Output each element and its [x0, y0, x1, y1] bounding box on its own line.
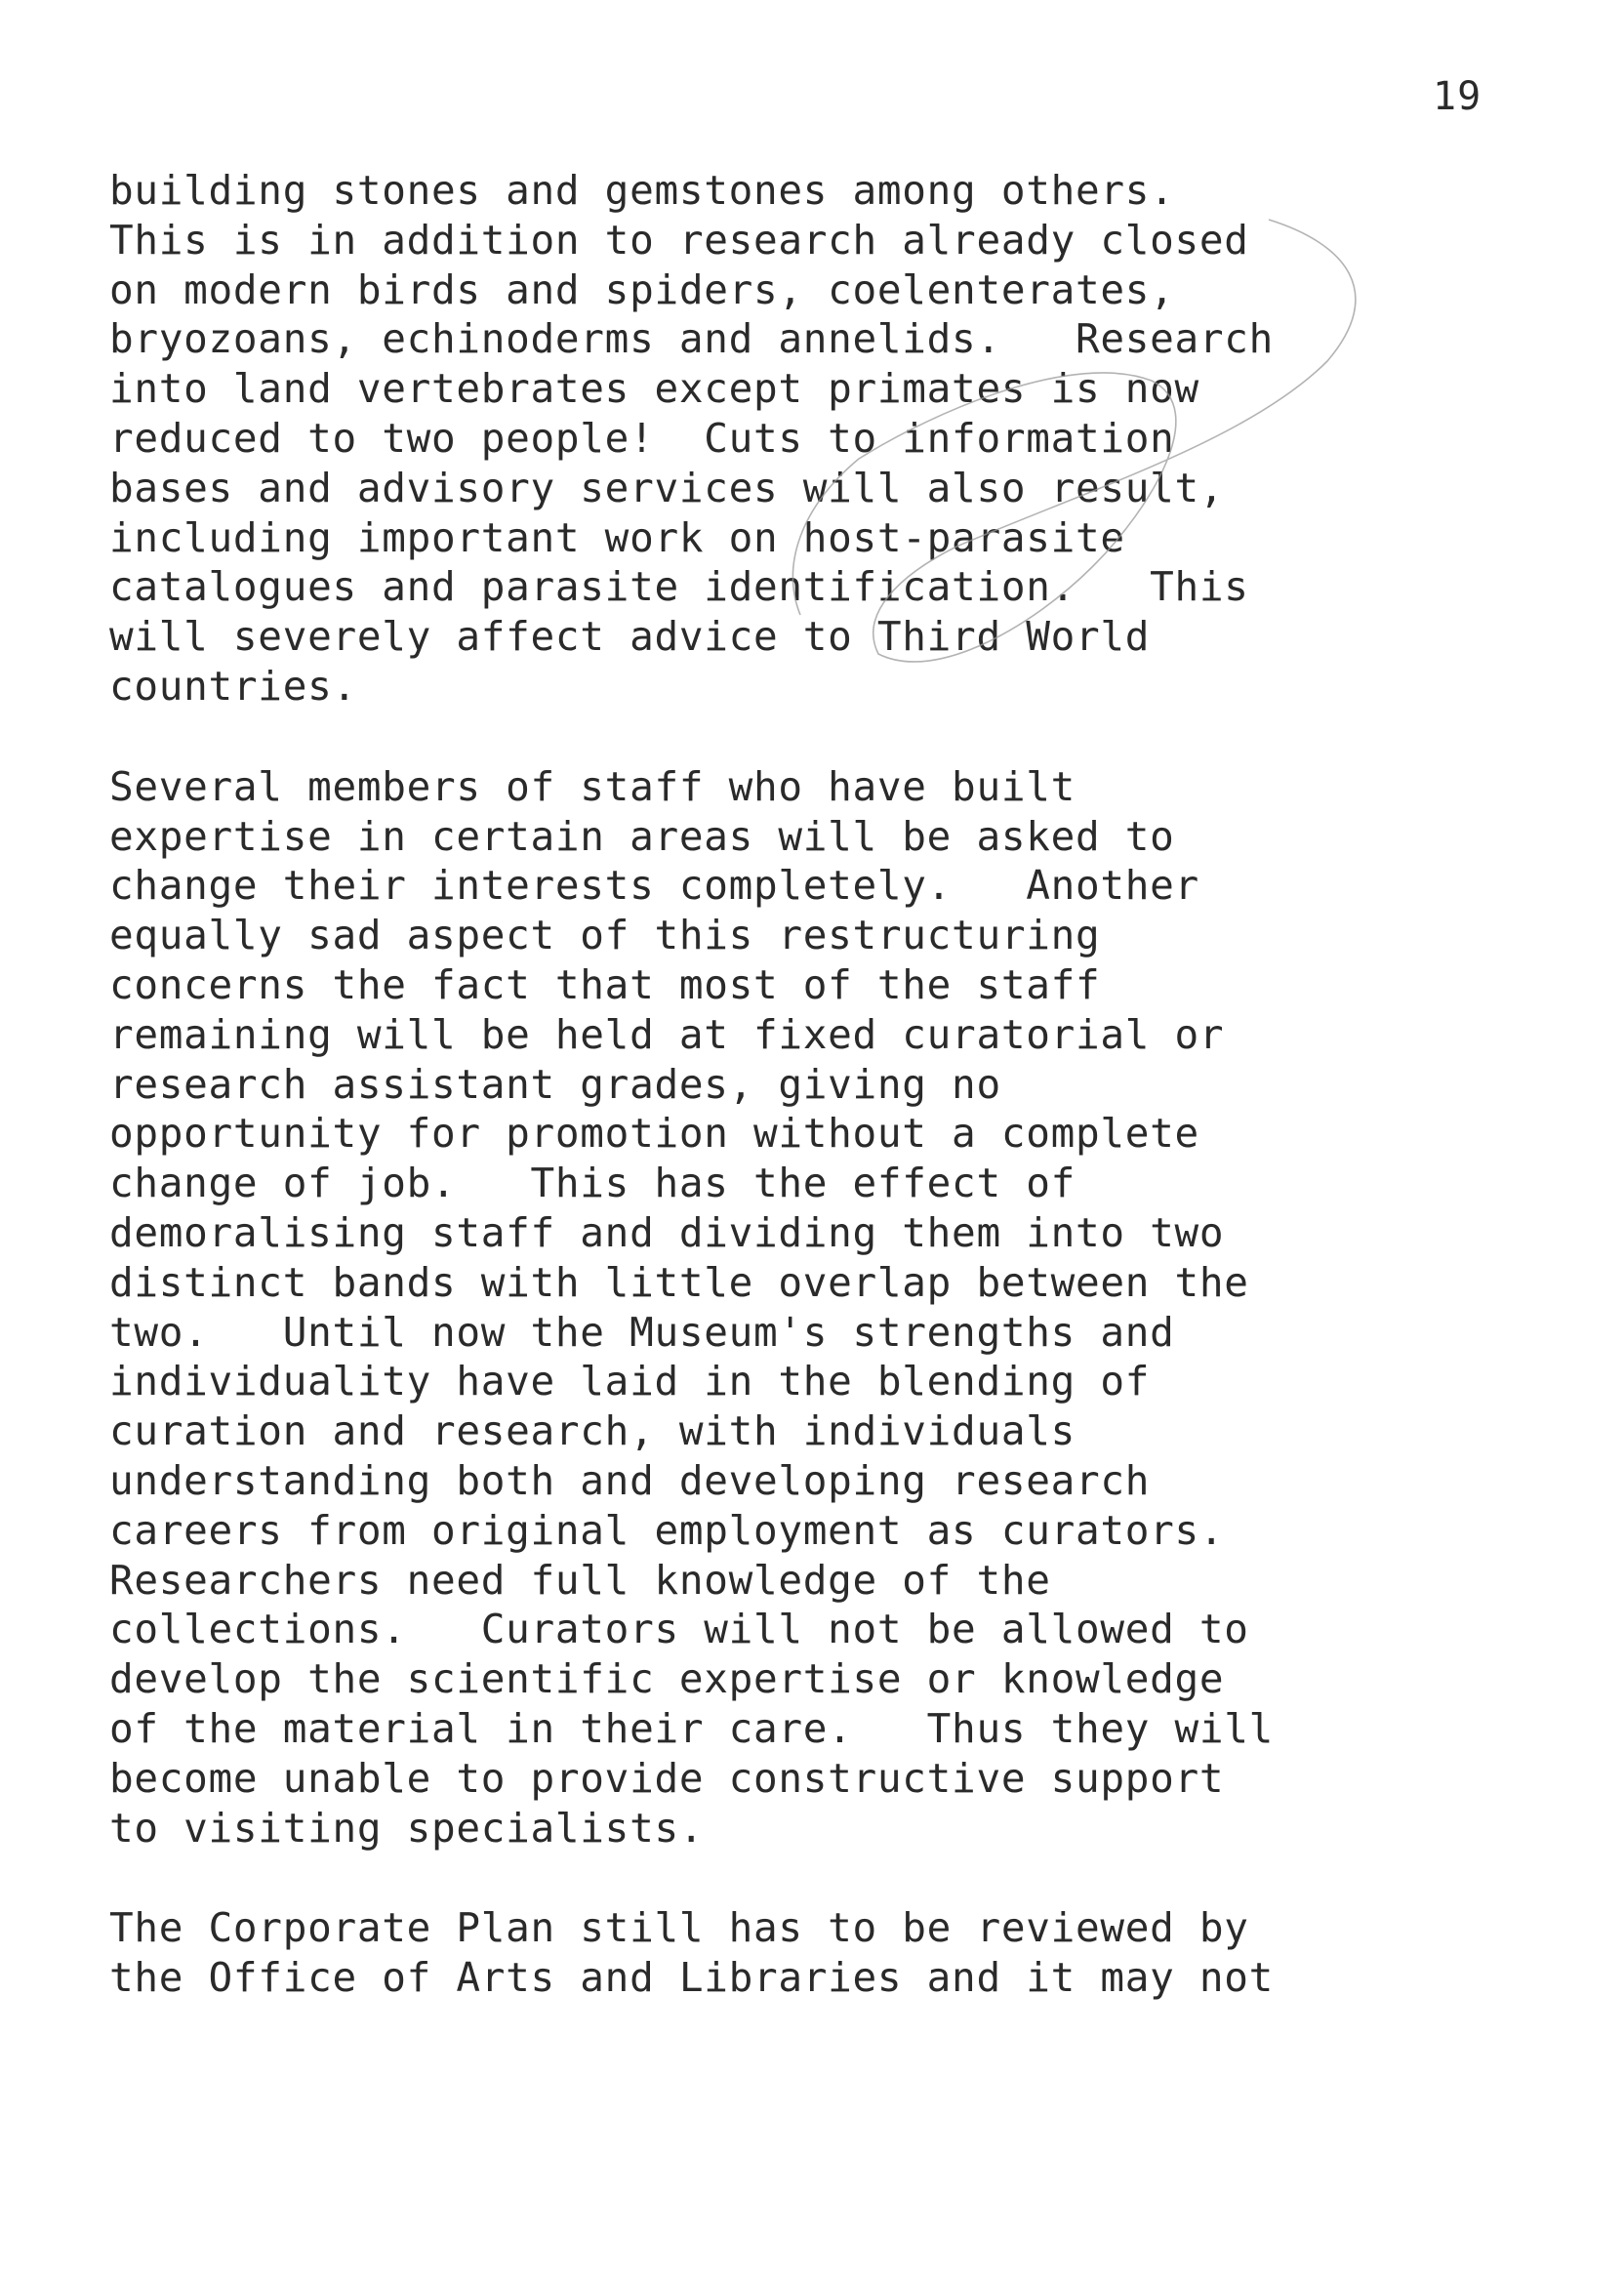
- text-line: careers from original employment as curators.: [109, 1506, 1225, 1554]
- text-line: expertise in certain areas will be asked to: [109, 812, 1175, 860]
- text-line: change of job. This has the effect of: [109, 1160, 1076, 1207]
- text-line: curation and research, with individuals: [109, 1407, 1076, 1455]
- text-line: concerns the fact that most of the staff: [109, 960, 1101, 1008]
- text-line: The Corporate Plan still has to be reviewed by: [109, 1904, 1249, 1952]
- text-line: building stones and gemstones among others.: [109, 167, 1175, 214]
- text-line: collections. Curators will not be allowed to: [109, 1606, 1249, 1653]
- text-line: bryozoans, echinoderms and annelids. Research: [109, 315, 1275, 363]
- text-line: demoralising staff and dividing them into two: [109, 1208, 1225, 1256]
- text-line: reduced to two people! Cuts to information: [109, 414, 1175, 462]
- text-line: Researchers need full knowledge of the: [109, 1556, 1051, 1604]
- text-line: Several members of staff who have built: [109, 762, 1076, 810]
- text-line: understanding both and developing research: [109, 1456, 1151, 1504]
- text-line: research assistant grades, giving no: [109, 1060, 1001, 1108]
- text-line: on modern birds and spiders, coelenterates,: [109, 265, 1175, 313]
- text-line: will severely affect advice to Third World: [109, 613, 1151, 661]
- text-line: This is in addition to research already closed: [109, 216, 1249, 264]
- text-line: to visiting specialists.: [109, 1804, 705, 1852]
- text-line: become unable to provide constructive support: [109, 1754, 1225, 1802]
- text-line: the Office of Arts and Libraries and it may not: [109, 1954, 1275, 2002]
- text-line: two. Until now the Museum's strengths and: [109, 1308, 1175, 1356]
- text-line: change their interests completely. Another: [109, 862, 1199, 910]
- text-line: countries.: [109, 662, 357, 710]
- text-line: catalogues and parasite identification. This: [109, 563, 1249, 611]
- text-line: bases and advisory services will also result,: [109, 464, 1225, 511]
- paragraph-2: [109, 762, 1515, 1853]
- paragraph-1: [109, 166, 1515, 712]
- page-number: 19: [1433, 74, 1482, 119]
- text-line: into land vertebrates except primates is now: [109, 365, 1199, 413]
- document-body: [109, 166, 1515, 2054]
- text-line: develop the scientific expertise or knowledge: [109, 1655, 1225, 1703]
- text-line: of the material in their care. Thus they will: [109, 1704, 1275, 1752]
- paragraph-3: [109, 1903, 1515, 2003]
- text-line: including important work on host-parasite: [109, 513, 1125, 561]
- text-line: remaining will be held at fixed curatorial or: [109, 1010, 1225, 1058]
- text-line: individuality have laid in the blending of: [109, 1358, 1151, 1405]
- text-line: distinct bands with little overlap between the: [109, 1258, 1249, 1306]
- text-line: equally sad aspect of this restructuring: [109, 912, 1101, 959]
- text-line: opportunity for promotion without a complete: [109, 1110, 1199, 1158]
